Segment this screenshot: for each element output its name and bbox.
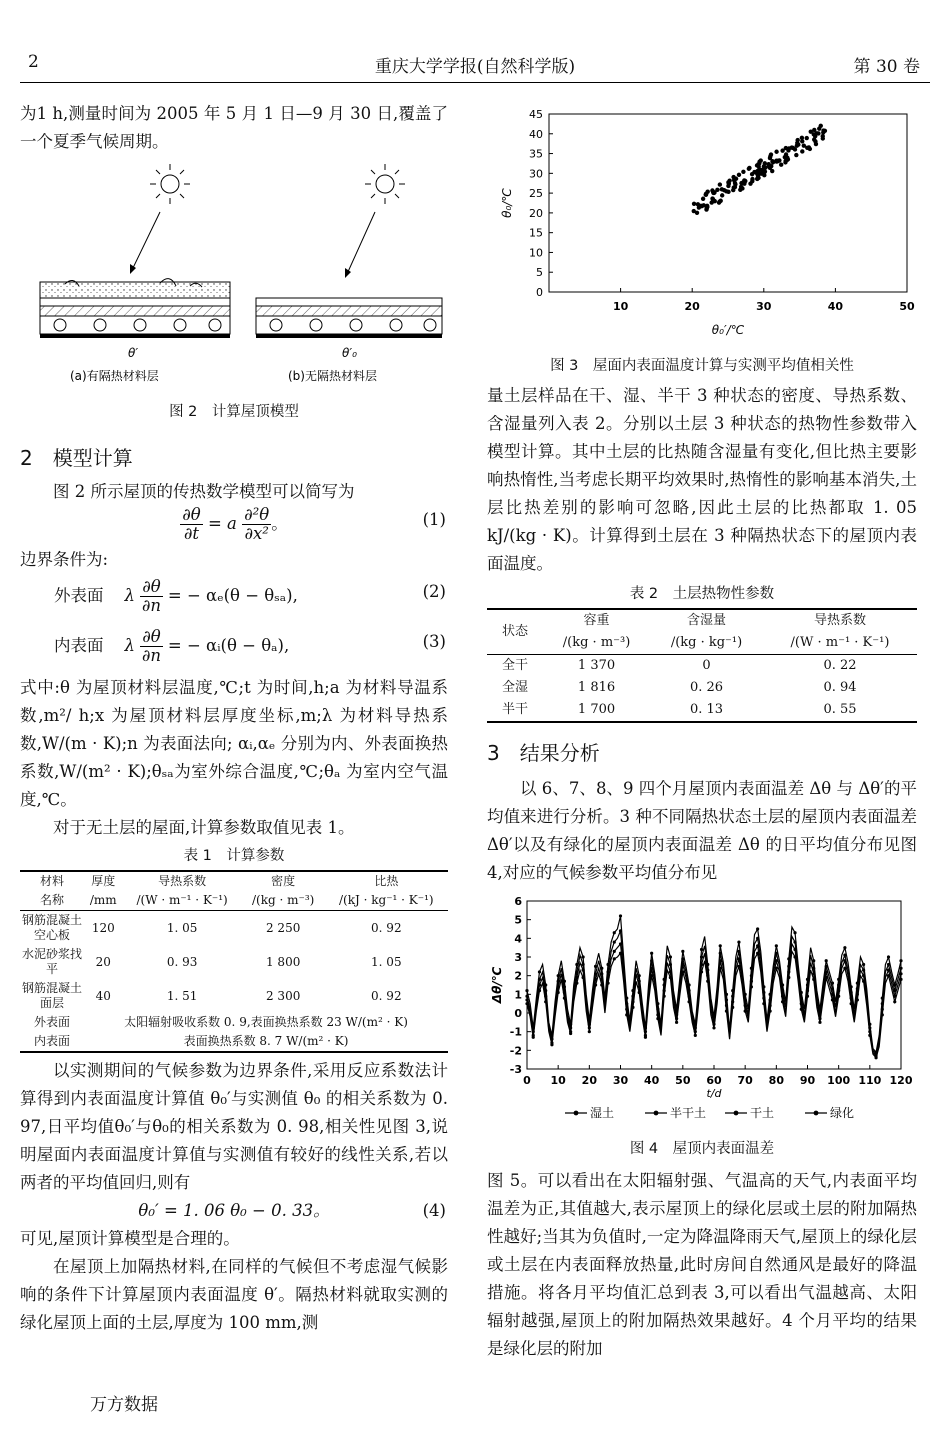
series-marker-4 <box>744 1010 747 1013</box>
plot-frame <box>527 901 901 1069</box>
series-marker-3 <box>700 963 703 966</box>
line-chart <box>487 893 917 1133</box>
legend-marker-circle <box>574 1111 579 1116</box>
series-marker-3 <box>825 970 828 973</box>
series-marker-3 <box>887 968 890 971</box>
y-tick-label: 10 <box>529 246 543 260</box>
series-marker-4 <box>831 998 834 1001</box>
table-row: 内表面 表面换热系数 8. 7 W/(m² · K) <box>20 1032 448 1052</box>
series-marker-1 <box>899 959 902 962</box>
equation-number: (3) <box>422 632 446 651</box>
x-tick-label: 110 <box>858 1074 882 1087</box>
y-axis-label: θ₀/℃ <box>500 188 514 218</box>
intro-paragraph: 为1 h,测量时间为 2005 年 5 月 1 日—9 月 30 日,覆盖了一个夏季气候周期。 <box>20 104 448 151</box>
volume-label: 第 30 卷 <box>853 57 920 77</box>
series-marker-4 <box>712 1026 715 1029</box>
page-header <box>20 52 930 76</box>
data-point <box>800 139 804 143</box>
series-marker-3 <box>862 974 865 977</box>
sun-icon <box>150 164 190 204</box>
x-axis-label: t/d <box>706 1087 722 1100</box>
series-marker-4 <box>781 1000 784 1003</box>
y-tick-label: -3 <box>509 1063 522 1076</box>
series-marker-4 <box>550 1043 553 1046</box>
series-marker-2 <box>669 963 672 966</box>
series-marker-2 <box>775 952 778 955</box>
data-point <box>794 153 798 157</box>
data-point <box>695 211 699 215</box>
series-marker-4 <box>663 995 666 998</box>
table-row: 钢筋混凝土空心板 120 1. 05 2 250 0. 92 <box>22 913 402 942</box>
y-tick-label: 45 <box>529 108 543 121</box>
series-marker-4 <box>856 998 859 1001</box>
series-marker-4 <box>706 980 709 983</box>
series-marker-4 <box>775 967 778 970</box>
data-point <box>711 197 715 201</box>
data-point <box>733 185 737 189</box>
series-marker-4 <box>806 995 809 998</box>
x-tick-label: 50 <box>675 1074 691 1087</box>
data-point <box>766 162 770 166</box>
y-tick-label: 0 <box>514 1007 522 1020</box>
scatter-chart <box>487 100 917 348</box>
series-marker-2 <box>756 937 759 940</box>
data-point <box>726 190 730 194</box>
roof-with-insulation <box>40 279 230 338</box>
series-marker-2 <box>700 955 703 958</box>
series-marker-4 <box>582 976 585 979</box>
page-number: 2 <box>28 52 39 72</box>
x-tick-label: 80 <box>768 1074 784 1087</box>
series-marker-1 <box>887 955 890 958</box>
y-tick-label: 30 <box>529 167 543 181</box>
plot-frame <box>549 114 907 292</box>
figure-4-caption: 图 4 屋顶内表面温差 <box>629 1141 775 1157</box>
series-marker-4 <box>787 976 790 979</box>
table-2: 状态 容重 含湿量 导热系数 /(kg · m⁻³) /(kg · kg⁻¹) /(W · m⁻¹ · K⁻¹) 全干 1 370 0 0. 22 全湿 1 816 0. 26 0. 94 半干 1 700 0. 13 0. 55 <box>487 608 917 723</box>
series-marker-4 <box>638 991 641 994</box>
series-marker-4 <box>862 980 865 983</box>
data-point <box>741 181 745 185</box>
data-point <box>750 172 754 176</box>
series-marker-4 <box>532 1036 535 1039</box>
data-point <box>761 170 765 174</box>
legend-label: 干土 <box>750 1106 775 1120</box>
series-marker-4 <box>881 1013 884 1016</box>
data-point <box>802 143 806 147</box>
legend-label: 绿化 <box>830 1106 855 1120</box>
radiation-arrow <box>132 212 160 270</box>
series-marker-1 <box>650 952 653 955</box>
series-marker-4 <box>874 1056 877 1059</box>
y-tick-label: 20 <box>529 206 543 220</box>
table-row: 钢筋混凝土面层 40 1. 51 2 300 0. 92 <box>22 981 402 1010</box>
y-tick-label: 5 <box>536 266 543 280</box>
series-marker-4 <box>731 1006 734 1009</box>
series-marker-4 <box>644 1036 647 1039</box>
data-point <box>731 175 735 179</box>
series-marker-2 <box>862 968 865 971</box>
data-point <box>720 187 724 191</box>
table-header: 材料 <box>39 874 64 888</box>
data-point <box>779 162 783 166</box>
series-marker-1 <box>700 948 703 951</box>
series-marker-4 <box>613 957 616 960</box>
series-marker-4 <box>687 1000 690 1003</box>
data-point <box>821 128 825 132</box>
series-marker-1 <box>669 955 672 958</box>
series-marker-1 <box>681 950 684 953</box>
table1-intro: 对于无土层的屋面,计算参数取值见表 1。 <box>53 818 355 837</box>
series-marker-2 <box>843 954 846 957</box>
series-marker-4 <box>769 1010 772 1013</box>
series-marker-2 <box>650 959 653 962</box>
series-marker-2 <box>582 963 585 966</box>
series-marker-3 <box>650 967 653 970</box>
conclusion-paragraph: 图 5。可以看出在太阳辐射强、气温高的天气,内表面平均温差为正,其值越大,表示屋顶上的绿化层或土层的附加隔热性越好;当其为负值时,一定为降温降雨天气,屋顶上的绿化层或土层在内表面释放热量,此时房间自然通风是最好的降温措施。将各月平均值汇总到表 3,可以看出气温越高、太阳辐射越强,屋顶上的附加隔热效果越好。4 个月平均的结果是绿化层的附加 <box>487 1171 917 1358</box>
series-marker-3 <box>775 959 778 962</box>
figure-3-caption: 图 3 屋面内表面温度计算与实测平均值相关性 <box>550 358 854 374</box>
data-point <box>800 149 804 153</box>
series-marker-4 <box>868 1034 871 1037</box>
series-marker-4 <box>569 1032 572 1035</box>
data-point <box>793 147 797 151</box>
series-marker-2 <box>793 940 796 943</box>
equation-number: (1) <box>422 510 446 529</box>
series-marker-4 <box>793 955 796 958</box>
legend-label: 湿土 <box>590 1106 615 1120</box>
y-tick-label: 4 <box>514 932 522 946</box>
y-tick-label: 3 <box>514 951 522 964</box>
section-3-heading: 3 结果分析 <box>487 741 600 765</box>
x-tick-label: 20 <box>581 1074 597 1087</box>
roof-without-insulation <box>256 298 442 338</box>
data-point <box>697 205 701 209</box>
equation-number: (2) <box>422 582 446 601</box>
data-point <box>821 134 825 138</box>
figure-2-caption: 图 2 计算屋顶模型 <box>169 404 299 420</box>
series-marker-4 <box>619 952 622 955</box>
series-marker-1 <box>737 940 740 943</box>
series-marker-2 <box>887 963 890 966</box>
data-point <box>770 159 774 163</box>
figure-2 <box>20 162 448 394</box>
series-marker-1 <box>862 963 865 966</box>
legend-marker-tri <box>734 1111 739 1116</box>
data-point <box>814 142 818 146</box>
data-point <box>780 148 784 152</box>
series-marker-2 <box>613 940 616 943</box>
soil-paragraph: 量土层样品在干、湿、半干 3 种状态的密度、导热系数、含湿量列入表 2。分别以土层 3 种状态的热物性参数带入模型计算。其中土层的比热随含湿量有变化,但比热主要影响热惰性,当考虑长期平均效果时,热惰性的影响基本消失,土层比热差别的影响可忽略,因此土层的比热都取 1. 05 kJ/(kg · K)。计算得到土层在 3 种隔热状态下的屋顶内表面温度。 <box>487 386 917 573</box>
equation-4: θ₀′ = 1. 06 θ₀ − 0. 33。 (4) <box>20 1197 448 1225</box>
x-axis-label: θ₀′/℃ <box>711 323 745 337</box>
series-marker-4 <box>762 1002 765 1005</box>
series-marker-1 <box>525 989 528 992</box>
y-tick-label: 5 <box>514 913 522 927</box>
data-point <box>795 138 799 142</box>
series-marker-3 <box>619 942 622 945</box>
series-marker-3 <box>843 959 846 962</box>
series-marker-4 <box>563 996 566 999</box>
y-tick-label: 2 <box>514 969 522 983</box>
table-row: 全湿 1 816 0. 26 0. 94 <box>501 680 857 695</box>
x-tick-label: 120 <box>889 1074 913 1087</box>
series-marker-1 <box>793 931 796 934</box>
data-point <box>750 177 754 181</box>
series-marker-3 <box>756 944 759 947</box>
radiation-arrow <box>347 212 375 274</box>
x-tick-label: 20 <box>684 300 700 313</box>
data-point <box>763 165 767 169</box>
series-marker-4 <box>656 1017 659 1020</box>
series-marker-2 <box>619 929 622 932</box>
equation-1: $\frac{\partial\theta}{\partial t}$ = a $\frac{\text{∂²θ}}{\text{∂x²}}$ 。 (1) <box>182 505 446 543</box>
x-tick-label: 10 <box>612 300 629 313</box>
data-point <box>726 184 730 188</box>
x-tick-label: 10 <box>550 1074 566 1087</box>
equation-3: 内表面 λ $\frac{\partial\theta}{\partial n}$ = − αᵢ(θ − θₐ), (3) <box>54 627 446 665</box>
x-tick-label: 0 <box>523 1074 531 1087</box>
series-marker-4 <box>544 1000 547 1003</box>
series-marker-3 <box>719 959 722 962</box>
data-point <box>774 150 778 154</box>
equation-2: 外表面 λ $\frac{\partial\theta}{\partial n}$ = − αₑ(θ − θₛₐ), (2) <box>54 577 446 615</box>
legend-marker-diamond <box>654 1111 659 1116</box>
series-line-1 <box>527 916 901 1052</box>
label-theta-zero-prime: θ′₀ <box>342 346 357 360</box>
series-marker-4 <box>625 1013 628 1016</box>
series-marker-1 <box>843 946 846 949</box>
data-point <box>786 157 790 161</box>
series-marker-4 <box>700 970 703 973</box>
x-tick-label: 90 <box>799 1074 816 1087</box>
data-point <box>741 170 745 174</box>
correlation-paragraph: 以实测期间的气候参数为边界条件,采用反应系数法计算得到内表面温度计算值 θ₀′与实测值 θ₀ 的相关系数为 0. 97,日平均值θ₀′与θ₀的相关系数为 0. 98,相关性见图 3,说明屋面内表面温度计算值与实测值有较好的线性关系,若以两者的平均值回归,则有 <box>20 1061 448 1192</box>
x-tick-label: 60 <box>706 1074 722 1087</box>
series-marker-2 <box>719 952 722 955</box>
series-marker-4 <box>887 974 890 977</box>
series-marker-2 <box>681 957 684 960</box>
insulation-paragraph: 在屋顶上加隔热材料,在同样的气候但不考虑湿气候影响的条件下计算屋顶内表面温度 θ′。隔热材料就取实测的绿化屋顶上面的土层,厚度为 100 mm,测 <box>20 1257 448 1332</box>
series-marker-2 <box>899 967 902 970</box>
series-marker-4 <box>675 1021 678 1024</box>
left-column <box>20 100 448 1337</box>
x-tick-label: 40 <box>827 300 844 313</box>
data-point <box>816 131 820 135</box>
series-marker-3 <box>681 963 684 966</box>
table-row: 全干 1 370 0 0. 22 <box>501 658 857 673</box>
data-point <box>748 181 752 185</box>
series-marker-4 <box>600 983 603 986</box>
data-point <box>763 161 767 165</box>
data-point <box>817 126 821 130</box>
watermark: 万方数据 <box>90 1395 158 1415</box>
data-point <box>717 200 721 204</box>
series-marker-4 <box>681 970 684 973</box>
data-point <box>805 136 809 140</box>
series-marker-4 <box>588 1030 591 1033</box>
equation-number: (4) <box>422 1201 446 1220</box>
y-tick-label: 35 <box>529 147 543 161</box>
series-marker-4 <box>850 1002 853 1005</box>
data-point <box>718 182 722 186</box>
data-point <box>737 173 741 177</box>
series-marker-4 <box>893 1000 896 1003</box>
series-marker-4 <box>719 967 722 970</box>
data-point <box>769 152 773 156</box>
x-tick-label: 50 <box>899 300 915 313</box>
series-marker-1 <box>613 931 616 934</box>
series-marker-3 <box>613 950 616 953</box>
table-row: 水泥砂浆找平 20 0. 93 1 800 1. 05 <box>22 947 402 976</box>
series-marker-2 <box>737 950 740 953</box>
figure-4 <box>487 893 917 1133</box>
series-marker-4 <box>837 995 840 998</box>
header-rule <box>20 82 930 83</box>
series-marker-4 <box>825 976 828 979</box>
roof-model-diagram <box>20 162 448 394</box>
table-2-caption: 表 2 土层热物性参数 <box>629 586 775 602</box>
symbol-definitions: 式中:θ 为屋顶材料层温度,℃;t 为时间,h;a 为材料导温系数,m²/ h;x 为屋顶材料层厚度坐标,m;λ 为材料导热系数,W/(m · K);n 为表面法向; αᵢ,αₑ 分别为内、外表面换热系数,W/(m² · K);θₛₐ为室外综合温度,℃;θₐ 为室内空气温度,℃。 <box>20 678 448 809</box>
series-marker-2 <box>825 965 828 968</box>
data-point <box>757 167 761 171</box>
data-point <box>692 202 696 206</box>
series-marker-3 <box>525 998 528 1001</box>
series-marker-4 <box>606 982 609 985</box>
y-tick-label: -1 <box>509 1025 522 1039</box>
data-point <box>756 162 760 166</box>
data-point <box>705 205 709 209</box>
series-marker-3 <box>793 948 796 951</box>
x-tick-label: 70 <box>737 1074 753 1087</box>
series-marker-4 <box>538 989 541 992</box>
series-marker-1 <box>719 944 722 947</box>
section-2-heading: 2 模型计算 <box>20 446 133 470</box>
y-tick-label: 15 <box>529 226 543 240</box>
series-marker-4 <box>756 952 759 955</box>
figure-3 <box>487 100 917 348</box>
y-tick-label: 40 <box>529 127 543 141</box>
series-marker-4 <box>557 991 560 994</box>
model-paragraph: 图 2 所示屋顶的传热数学模型可以简写为 <box>53 482 355 501</box>
series-marker-2 <box>538 978 541 981</box>
legend-label: 半干土 <box>670 1106 707 1120</box>
table-row: 半干 1 700 0. 13 0. 55 <box>487 699 917 722</box>
label-theta-prime: θ′ <box>128 346 139 360</box>
data-point <box>712 191 716 195</box>
series-marker-1 <box>619 914 622 917</box>
sun-icon <box>365 164 405 204</box>
x-tick-label: 100 <box>827 1074 851 1087</box>
series-marker-1 <box>538 970 541 973</box>
subcaption-a: (a)有隔热材料层 <box>70 369 159 383</box>
x-tick-label: 40 <box>644 1074 660 1087</box>
series-marker-4 <box>631 1006 634 1009</box>
series-marker-4 <box>725 1010 728 1013</box>
table-1-caption: 表 1 计算参数 <box>183 848 285 864</box>
legend-marker-square <box>814 1111 819 1116</box>
validity-paragraph: 可见,屋顶计算模型是合理的。 <box>20 1229 240 1248</box>
data-point <box>808 147 812 151</box>
series-marker-4 <box>669 976 672 979</box>
series-marker-1 <box>582 955 585 958</box>
analysis-paragraph: 以 6、7、8、9 四个月屋顶内表面温差 Δθ 与 Δθ′的平均值来进行分析。3 种不同隔热状态土层的屋顶内表面温差 Δθ′以及有绿化的屋顶内表面温差 Δθ 的日平均值分布见图 4,对应的气候参数平均值分布见 <box>487 779 917 882</box>
data-point <box>733 181 737 185</box>
subcaption-b: (b)无隔热材料层 <box>288 369 377 383</box>
series-marker-4 <box>650 974 653 977</box>
y-axis-label: Δθ/℃ <box>490 966 504 1004</box>
table-row: 外表面 太阳辐射吸收系数 0. 9,表面换热系数 23 W/(m² · K) <box>33 1015 408 1029</box>
data-point <box>777 158 781 162</box>
series-marker-3 <box>669 970 672 973</box>
series-marker-4 <box>800 1008 803 1011</box>
series-marker-4 <box>575 982 578 985</box>
series-marker-3 <box>582 968 585 971</box>
data-point <box>720 193 724 197</box>
y-tick-label: 0 <box>536 286 543 299</box>
series-marker-1 <box>825 959 828 962</box>
x-tick-label: 30 <box>612 1074 629 1087</box>
y-tick-label: -2 <box>509 1044 522 1058</box>
data-point <box>812 128 816 132</box>
table-1: 材料 厚度 导热系数 密度 比热 名称 /mm /(W · m⁻¹ · K⁻¹) /(kg · m⁻³) /(kJ · kg⁻¹ · K⁻¹) 钢筋混凝土空心板 120 1. 05 2 250 0. 92 水泥砂浆找平 20 0. 93 1 800 1. 05 钢筋混凝土面层 40 1. 51 2 300 0. 92 外表面 太阳辐射吸收系数 0. 9,表面换热系数 23 W/(m² · K) 内表面 表面换热系数 8. 7 W/(m² · K) <box>20 870 448 1053</box>
series-marker-4 <box>843 967 846 970</box>
data-point <box>755 176 759 180</box>
y-tick-label: 25 <box>529 187 543 201</box>
series-marker-4 <box>525 1002 528 1005</box>
series-marker-4 <box>899 978 902 981</box>
x-tick-label: 30 <box>756 300 772 313</box>
y-tick-label: 1 <box>514 988 522 1002</box>
data-point <box>739 185 743 189</box>
data-point <box>704 193 708 197</box>
right-column <box>487 100 917 1363</box>
series-marker-3 <box>538 983 541 986</box>
series-marker-1 <box>775 944 778 947</box>
data-point <box>701 197 705 201</box>
series-marker-4 <box>812 978 815 981</box>
series-marker-1 <box>756 927 759 930</box>
series-marker-4 <box>750 985 753 988</box>
data-point <box>755 171 759 175</box>
series-marker-4 <box>818 1021 821 1024</box>
series-marker-3 <box>737 957 740 960</box>
series-marker-2 <box>525 995 528 998</box>
series-marker-4 <box>594 983 597 986</box>
series-marker-4 <box>737 965 740 968</box>
y-tick-label: 6 <box>514 895 522 908</box>
series-marker-3 <box>899 972 902 975</box>
series-marker-4 <box>694 1034 697 1037</box>
journal-title: 重庆大学学报(自然科学版) <box>374 57 576 77</box>
boundary-paragraph: 边界条件为: <box>20 550 109 569</box>
data-point <box>747 167 751 171</box>
